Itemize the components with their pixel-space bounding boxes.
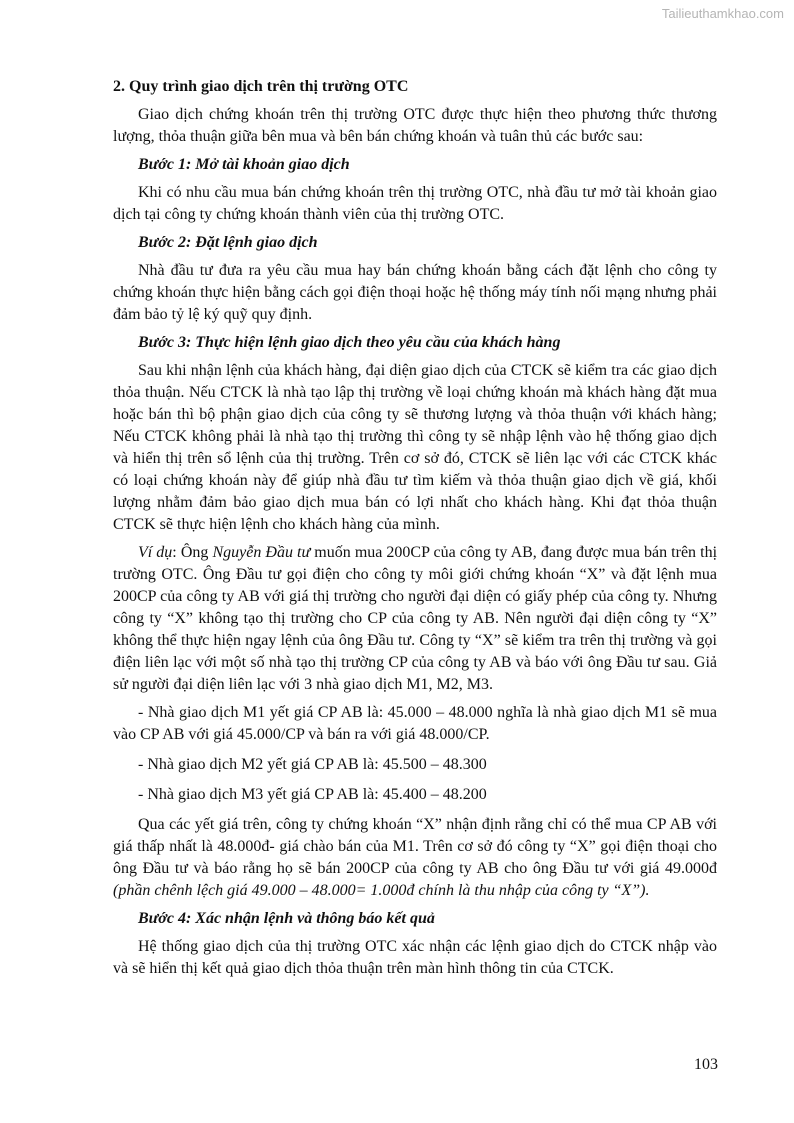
page-number: 103 [694,1056,718,1073]
intro-paragraph: Giao dịch chứng khoán trên thị trường OTC được thực hiện theo phương thức thương lượng, thỏa thuận giữa bên mua và bên bán chứng khoán và tuân thủ các bước sau: [113,106,717,145]
conclusion-paragraph [113,814,717,902]
quote-m2: - Nhà giao dịch M2 yết giá CP AB là: 45.500 – 48.300 [138,756,487,773]
step3-title: Bước 3: Thực hiện lệnh giao dịch theo yêu cầu của khách hàng [138,334,561,351]
conclusion-text: Qua các yết giá trên, công ty chứng khoán “X” nhận định rằng chỉ có thể mua CP AB với giá thấp nhất là 48.000đ- giá chào bán của M1. Trên cơ sở đó công ty “X” gọi điện thoại cho ông Đầu tư và báo rằng họ sẽ bán 200CP của công ty AB cho ông Đầu tư với giá 49.000đ [113,816,717,877]
step1-text: Khi có nhu cầu mua bán chứng khoán trên thị trường OTC, nhà đầu tư mở tài khoản giao dịch tại công ty chứng khoán thành viên của thị trường OTC. [113,184,717,223]
step3-text: Sau khi nhận lệnh của khách hàng, đại diện giao dịch của CTCK sẽ kiểm tra các giao dịch thỏa thuận. Nếu CTCK là nhà tạo lập thị trường về loại chứng khoán mà khách hàng đặt mua hoặc bán thì bộ phận giao dịch của công ty sẽ thương lượng và thỏa thuận với khách hàng; Nếu CTCK không phải là nhà tạo thị trường thì công ty sẽ nhập lệnh vào hệ thống giao dịch và hiển thị trên sổ lệnh của thị trường. Trên cơ sở đó, CTCK sẽ liên lạc với các CTCK khác có loại chứng khoán này để giúp nhà đầu tư tìm kiếm và thỏa thuận giao dịch về giá, khối lượng nhằm đảm bảo giao dịch mua bán có lợi nhất cho khách hàng. Khi đạt thỏa thuận CTCK sẽ thực hiện lệnh cho khách hàng của mình. [113,362,717,533]
watermark: Tailieuthamkhao.com [661,6,784,21]
step4-title: Bước 4: Xác nhận lệnh và thông báo kết quả [138,910,435,927]
section-heading: 2. Quy trình giao dịch trên thị trường OTC [113,78,409,95]
quote-m3: - Nhà giao dịch M3 yết giá CP AB là: 45.400 – 48.200 [138,786,487,803]
page-content [113,76,717,986]
example-label: Ví dụ [138,544,173,561]
step1-title: Bước 1: Mở tài khoản giao dịch [138,156,350,173]
example-text: muốn mua 200CP của công ty AB, đang được mua bán trên thị trường OTC. Ông Đầu tư gọi điện cho công ty môi giới chứng khoán “X” và đặt lệnh mua 200CP của công ty AB với giá thị trường cho người đại diện có giấy phép của công ty. Nhưng công ty “X” không tạo thị trường cho CP của công ty AB. Nên người đại diện công ty “X” không thể thực hiện ngay lệnh của ông Đầu tư. Công ty “X” sẽ kiểm tra trên thị trường và gọi điện liên lạc với một số nhà tạo thị trường CP của công ty AB và báo với ông Đầu tư sau. Giả sử người đại diện liên lạc với 3 nhà giao dịch M1, M2, M3. [113,544,718,693]
step2-text: Nhà đầu tư đưa ra yêu cầu mua hay bán chứng khoán bằng cách đặt lệnh cho công ty chứng khoán thực hiện bằng cách gọi điện thoại hoặc hệ thống máy tính nối mạng nhưng phải đảm bảo tỷ lệ ký quỹ quy định. [113,262,717,323]
step4-text: Hệ thống giao dịch của thị trường OTC xác nhận các lệnh giao dịch do CTCK nhập vào và sẽ hiển thị kết quả giao dịch thỏa thuận trên màn hình thông tin của CTCK. [113,938,717,977]
example-paragraph [113,542,717,696]
example-name: Nguyễn Đầu tư [212,544,311,561]
step2-title: Bước 2: Đặt lệnh giao dịch [138,234,318,251]
example-sep: : Ông [172,544,213,561]
quote-m1: - Nhà giao dịch M1 yết giá CP AB là: 45.000 – 48.000 nghĩa là nhà giao dịch M1 sẽ mua vào CP AB với giá 45.000/CP và bán ra với giá 48.000/CP. [113,704,717,743]
conclusion-note: (phần chênh lệch giá 49.000 – 48.000= 1.000đ chính là thu nhập của công ty “X”). [113,882,650,899]
